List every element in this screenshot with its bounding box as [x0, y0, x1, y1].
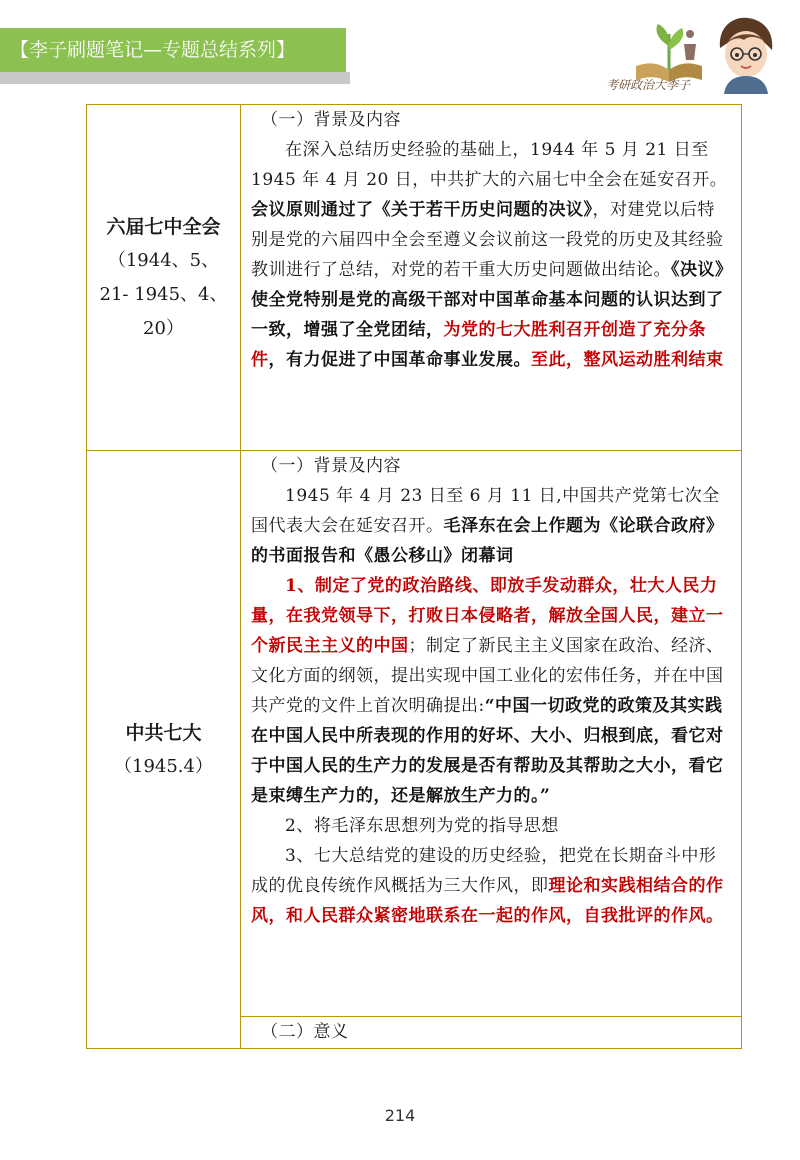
- notes-table: [86, 104, 742, 1049]
- row-label-title: 六届七中全会: [106, 215, 221, 238]
- plain-text: 3、七大总结党的建设的历史经验，把党在长期奋斗中形成的优良传统作风概括为三大作风，即: [251, 846, 717, 896]
- header-banner: 【李子刷题笔记—专题总结系列】: [0, 28, 346, 72]
- red-highlight-text: 理论和实践相结合的作风，和人民群众紧密地联系在一起的作风，自我批评的作风。: [251, 876, 724, 926]
- row-label-date-line: 20）: [143, 317, 184, 339]
- row-content-cell: [241, 1017, 742, 1049]
- bold-text: ，有力促进了中国革命事业发展。: [268, 350, 531, 370]
- red-highlight-text: 1、制定了党的政治路线、即放手发动群众，壮大人民力量，在我党领导下，打败日本侵略者，解放全国人民，建立一个新民主主义的中国: [251, 576, 724, 656]
- plain-text: 1945 年 4 月 23 日至 6 月 11 日,中国共产党第七次全国代表大会在延安召开。: [251, 486, 720, 536]
- red-highlight-text: 为党的七大胜利召开创造了充分条件: [251, 320, 706, 370]
- section-heading: （二）意义: [261, 1022, 349, 1042]
- bold-text: 会议原则通过了《关于若干历史问题的决议》: [251, 200, 593, 220]
- content-paragraph: [251, 481, 731, 571]
- page-number: 214: [384, 1106, 416, 1125]
- header-banner-shadow: [0, 72, 350, 84]
- cartoon-avatar-icon: [714, 14, 778, 94]
- plain-text: 在深入总结历史经验的基础上，1944 年 5 月 21 日至 1945 年 4 月 20 日，中共扩大的六届七中全会在延安召开。: [251, 140, 728, 190]
- row-label-title: 中共七大: [125, 721, 202, 744]
- row-content-cell: [241, 451, 742, 1017]
- row-label-date-line: （1944、5、: [107, 249, 220, 271]
- logo-caption: 考研政治大李子: [606, 78, 691, 92]
- content-paragraph: [251, 571, 731, 811]
- red-highlight-text: 至此，整风运动胜利结束: [531, 350, 724, 370]
- row-label-cell: [87, 105, 241, 451]
- content-paragraph: [251, 841, 731, 931]
- row-label-date-line: （1945.4）: [114, 755, 213, 777]
- section-heading: （一）背景及内容: [261, 110, 401, 130]
- row-label-date-line: 21- 1945、4、: [99, 283, 228, 305]
- row-label-cell: [87, 451, 241, 1049]
- table-row: [87, 451, 742, 1017]
- bold-text: “中国一切政党的政策及其实践在中国人民中所表现的作用的好坏、大小、归根到底，看它对于中国人民的生产力的发展是否有帮助及其帮助之大小，看它是束缚生产力的，还是解放生产力的。”: [251, 696, 724, 806]
- table-row: [87, 105, 742, 451]
- section-heading: （一）背景及内容: [261, 456, 401, 476]
- plain-text: ；制定了新民主主义国家在政治、经济、文化方面的纲领，提出实现中国工业化的宏伟任务，并在中国共产党的文件上首次明确提出:: [251, 636, 724, 716]
- content-paragraph: 2、将毛泽东思想列为党的指导思想: [285, 816, 559, 836]
- bold-text: 《决议》使全党特别是党的高级干部对中国革命基本问题的认识达到了一致，增强了全党团结，: [251, 260, 724, 340]
- row-content-cell: [241, 105, 742, 451]
- content-paragraph: [251, 135, 731, 375]
- bold-text: 毛泽东在会上作题为《论联合政府》的书面报告和《愚公移山》闭幕词: [251, 516, 724, 566]
- plain-text: ，对建党以后特别是党的六届四中全会至遵义会议前这一段党的历史及其经验教训进行了总结，对党的若干重大历史问题做出结论。: [251, 200, 724, 280]
